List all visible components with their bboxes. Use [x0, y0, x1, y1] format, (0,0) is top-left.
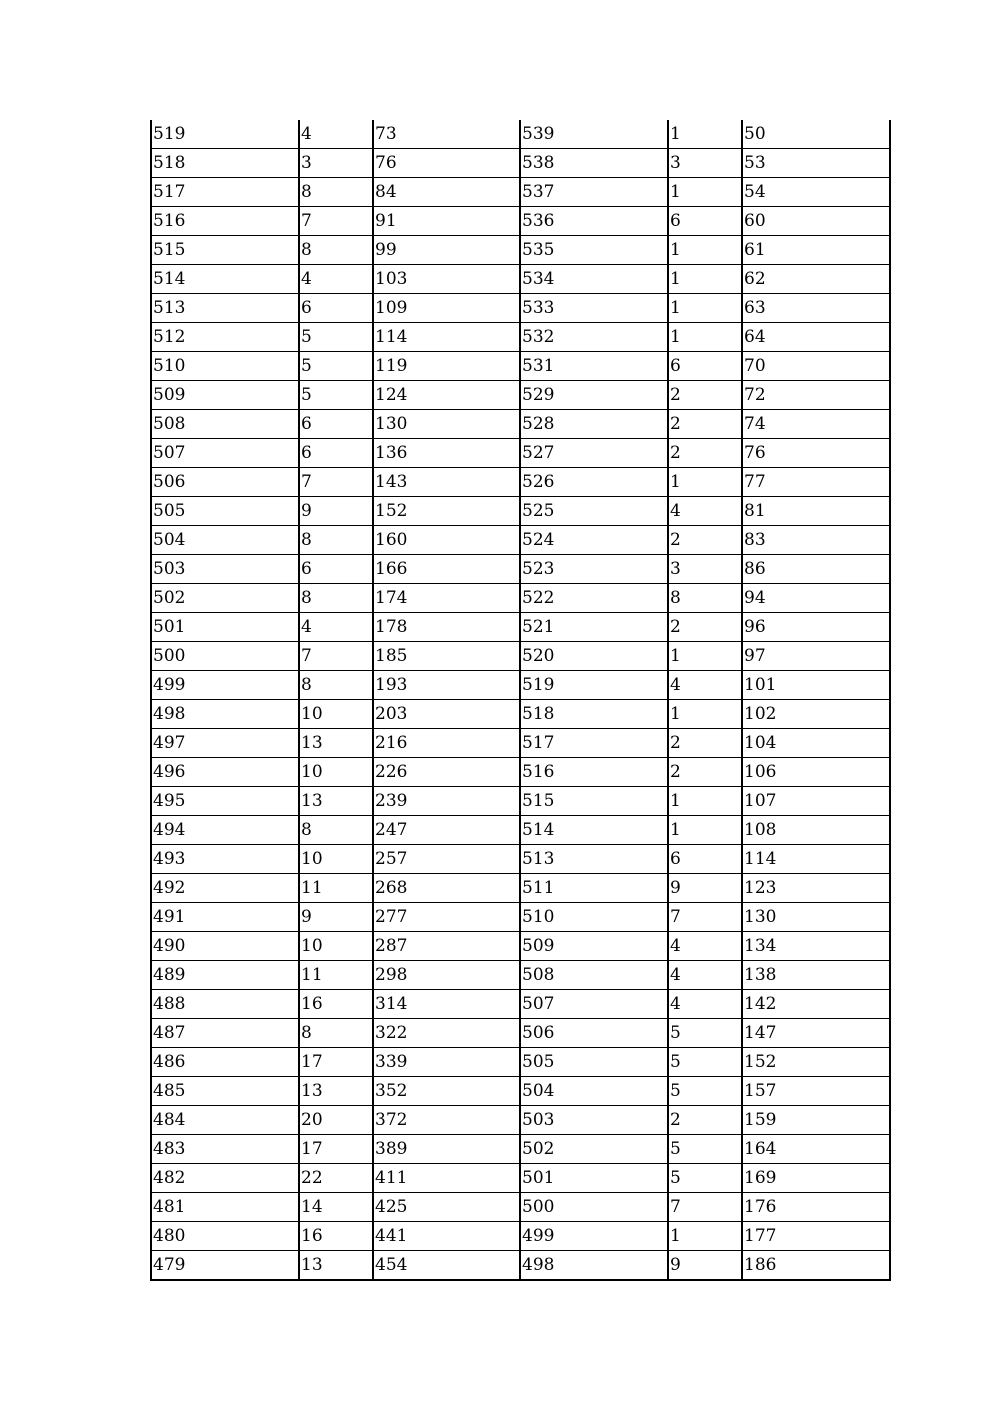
cell-count-right: 2: [668, 613, 742, 642]
table-row: [151, 758, 890, 787]
cell-score-left: 487: [151, 1019, 299, 1048]
cell-count-right: 1: [668, 700, 742, 729]
table-row: [151, 381, 890, 410]
cell-cumulative-right: 130: [742, 903, 890, 932]
cell-count-left: 8: [299, 526, 373, 555]
cell-count-right: 6: [668, 845, 742, 874]
cell-score-right: 501: [520, 1164, 668, 1193]
cell-score-left: 502: [151, 584, 299, 613]
cell-count-right: 4: [668, 990, 742, 1019]
table-row: [151, 410, 890, 439]
cell-score-right: 504: [520, 1077, 668, 1106]
cell-cumulative-right: 72: [742, 381, 890, 410]
cell-count-left: 8: [299, 178, 373, 207]
cell-score-left: 489: [151, 961, 299, 990]
table-row: [151, 236, 890, 265]
cell-score-right: 535: [520, 236, 668, 265]
cell-score-left: 510: [151, 352, 299, 381]
cell-cumulative-right: 54: [742, 178, 890, 207]
cell-score-right: 513: [520, 845, 668, 874]
cell-count-right: 5: [668, 1135, 742, 1164]
cell-score-right: 529: [520, 381, 668, 410]
table-row: [151, 1106, 890, 1135]
cell-count-left: 9: [299, 903, 373, 932]
cell-cumulative-left: 84: [373, 178, 520, 207]
cell-cumulative-right: 123: [742, 874, 890, 903]
cell-score-right: 498: [520, 1251, 668, 1281]
cell-cumulative-left: 178: [373, 613, 520, 642]
cell-cumulative-right: 60: [742, 207, 890, 236]
cell-cumulative-left: 287: [373, 932, 520, 961]
cell-score-left: 490: [151, 932, 299, 961]
cell-count-left: 16: [299, 990, 373, 1019]
table-row: [151, 700, 890, 729]
cell-score-left: 515: [151, 236, 299, 265]
cell-count-left: 3: [299, 149, 373, 178]
table-row: [151, 294, 890, 323]
cell-score-right: 499: [520, 1222, 668, 1251]
cell-cumulative-left: 352: [373, 1077, 520, 1106]
cell-count-right: 5: [668, 1164, 742, 1193]
cell-score-right: 522: [520, 584, 668, 613]
cell-count-right: 4: [668, 497, 742, 526]
cell-score-right: 507: [520, 990, 668, 1019]
cell-score-right: 521: [520, 613, 668, 642]
cell-count-left: 7: [299, 207, 373, 236]
cell-score-left: 499: [151, 671, 299, 700]
cell-cumulative-left: 298: [373, 961, 520, 990]
cell-count-left: 13: [299, 1251, 373, 1281]
cell-cumulative-right: 97: [742, 642, 890, 671]
cell-score-right: 527: [520, 439, 668, 468]
cell-cumulative-left: 99: [373, 236, 520, 265]
cell-cumulative-right: 70: [742, 352, 890, 381]
cell-score-left: 491: [151, 903, 299, 932]
cell-score-right: 509: [520, 932, 668, 961]
cell-cumulative-right: 81: [742, 497, 890, 526]
cell-cumulative-right: 107: [742, 787, 890, 816]
cell-count-right: 3: [668, 555, 742, 584]
cell-score-left: 479: [151, 1251, 299, 1281]
cell-cumulative-left: 160: [373, 526, 520, 555]
cell-cumulative-right: 86: [742, 555, 890, 584]
table-row: [151, 178, 890, 207]
cell-cumulative-right: 159: [742, 1106, 890, 1135]
cell-score-right: 514: [520, 816, 668, 845]
cell-count-left: 4: [299, 120, 373, 149]
cell-count-right: 2: [668, 410, 742, 439]
cell-score-right: 520: [520, 642, 668, 671]
table-row: [151, 555, 890, 584]
cell-score-right: 515: [520, 787, 668, 816]
cell-score-left: 519: [151, 120, 299, 149]
cell-cumulative-left: 389: [373, 1135, 520, 1164]
cell-cumulative-left: 136: [373, 439, 520, 468]
table-row: [151, 787, 890, 816]
cell-score-right: 532: [520, 323, 668, 352]
cell-count-right: 8: [668, 584, 742, 613]
cell-score-right: 534: [520, 265, 668, 294]
cell-score-left: 481: [151, 1193, 299, 1222]
cell-score-left: 484: [151, 1106, 299, 1135]
cell-cumulative-right: 61: [742, 236, 890, 265]
cell-score-right: 508: [520, 961, 668, 990]
cell-cumulative-right: 106: [742, 758, 890, 787]
cell-score-left: 513: [151, 294, 299, 323]
cell-score-left: 483: [151, 1135, 299, 1164]
cell-count-right: 1: [668, 1222, 742, 1251]
cell-count-left: 10: [299, 700, 373, 729]
cell-count-right: 2: [668, 439, 742, 468]
cell-cumulative-left: 226: [373, 758, 520, 787]
cell-count-right: 2: [668, 729, 742, 758]
cell-count-right: 1: [668, 265, 742, 294]
cell-cumulative-right: 77: [742, 468, 890, 497]
cell-cumulative-left: 314: [373, 990, 520, 1019]
table-row: [151, 874, 890, 903]
cell-cumulative-right: 177: [742, 1222, 890, 1251]
cell-score-right: 538: [520, 149, 668, 178]
table-row: [151, 990, 890, 1019]
table-row: [151, 961, 890, 990]
table-row: [151, 1077, 890, 1106]
cell-score-right: 536: [520, 207, 668, 236]
table-row: [151, 642, 890, 671]
cell-cumulative-left: 152: [373, 497, 520, 526]
cell-cumulative-right: 102: [742, 700, 890, 729]
cell-score-left: 494: [151, 816, 299, 845]
cell-cumulative-right: 152: [742, 1048, 890, 1077]
cell-cumulative-left: 73: [373, 120, 520, 149]
table-row: [151, 497, 890, 526]
table-row: [151, 1193, 890, 1222]
cell-count-left: 10: [299, 845, 373, 874]
cell-count-left: 17: [299, 1135, 373, 1164]
table-body: [151, 120, 890, 1280]
cell-count-right: 1: [668, 323, 742, 352]
table-row: [151, 439, 890, 468]
cell-count-left: 10: [299, 758, 373, 787]
table-row: [151, 903, 890, 932]
cell-cumulative-right: 142: [742, 990, 890, 1019]
cell-count-right: 6: [668, 352, 742, 381]
cell-cumulative-left: 76: [373, 149, 520, 178]
cell-score-right: 539: [520, 120, 668, 149]
cell-cumulative-left: 322: [373, 1019, 520, 1048]
cell-cumulative-left: 441: [373, 1222, 520, 1251]
cell-score-left: 512: [151, 323, 299, 352]
cell-count-left: 8: [299, 584, 373, 613]
cell-count-right: 1: [668, 816, 742, 845]
cell-score-left: 514: [151, 265, 299, 294]
cell-score-left: 496: [151, 758, 299, 787]
cell-score-right: 506: [520, 1019, 668, 1048]
cell-count-right: 1: [668, 294, 742, 323]
cell-cumulative-right: 186: [742, 1251, 890, 1281]
cell-cumulative-left: 119: [373, 352, 520, 381]
cell-score-right: 502: [520, 1135, 668, 1164]
table-row: [151, 1222, 890, 1251]
cell-cumulative-left: 130: [373, 410, 520, 439]
cell-count-left: 13: [299, 1077, 373, 1106]
cell-cumulative-right: 101: [742, 671, 890, 700]
cell-count-right: 5: [668, 1077, 742, 1106]
cell-score-right: 500: [520, 1193, 668, 1222]
cell-cumulative-right: 94: [742, 584, 890, 613]
cell-cumulative-right: 147: [742, 1019, 890, 1048]
cell-score-left: 516: [151, 207, 299, 236]
cell-cumulative-left: 372: [373, 1106, 520, 1135]
cell-cumulative-left: 277: [373, 903, 520, 932]
cell-cumulative-right: 108: [742, 816, 890, 845]
cell-score-left: 492: [151, 874, 299, 903]
cell-score-left: 504: [151, 526, 299, 555]
table-row: [151, 816, 890, 845]
cell-count-right: 1: [668, 642, 742, 671]
cell-score-left: 505: [151, 497, 299, 526]
cell-score-left: 518: [151, 149, 299, 178]
cell-cumulative-left: 425: [373, 1193, 520, 1222]
cell-score-left: 501: [151, 613, 299, 642]
cell-cumulative-left: 109: [373, 294, 520, 323]
cell-count-left: 4: [299, 613, 373, 642]
cell-score-right: 516: [520, 758, 668, 787]
cell-count-right: 2: [668, 1106, 742, 1135]
cell-cumulative-right: 114: [742, 845, 890, 874]
table-row: [151, 845, 890, 874]
cell-count-left: 14: [299, 1193, 373, 1222]
cell-cumulative-right: 104: [742, 729, 890, 758]
cell-cumulative-left: 193: [373, 671, 520, 700]
table-row: [151, 1251, 890, 1281]
cell-cumulative-right: 164: [742, 1135, 890, 1164]
cell-count-right: 2: [668, 381, 742, 410]
table-row: [151, 323, 890, 352]
cell-score-left: 498: [151, 700, 299, 729]
cell-score-left: 486: [151, 1048, 299, 1077]
table-row: [151, 613, 890, 642]
cell-count-left: 13: [299, 787, 373, 816]
cell-cumulative-left: 114: [373, 323, 520, 352]
cell-cumulative-left: 268: [373, 874, 520, 903]
table-row: [151, 526, 890, 555]
cell-count-right: 7: [668, 903, 742, 932]
cell-count-right: 2: [668, 758, 742, 787]
cell-score-right: 510: [520, 903, 668, 932]
cell-cumulative-right: 138: [742, 961, 890, 990]
cell-cumulative-right: 157: [742, 1077, 890, 1106]
cell-cumulative-right: 96: [742, 613, 890, 642]
table-row: [151, 1164, 890, 1193]
cell-count-left: 7: [299, 642, 373, 671]
cell-cumulative-right: 74: [742, 410, 890, 439]
cell-cumulative-right: 176: [742, 1193, 890, 1222]
cell-score-left: 493: [151, 845, 299, 874]
cell-count-left: 11: [299, 874, 373, 903]
table-row: [151, 1135, 890, 1164]
cell-score-left: 485: [151, 1077, 299, 1106]
cell-count-right: 3: [668, 149, 742, 178]
cell-count-left: 10: [299, 932, 373, 961]
cell-score-left: 497: [151, 729, 299, 758]
cell-count-right: 4: [668, 961, 742, 990]
cell-count-right: 7: [668, 1193, 742, 1222]
cell-count-left: 22: [299, 1164, 373, 1193]
table-row: [151, 729, 890, 758]
cell-cumulative-right: 134: [742, 932, 890, 961]
cell-count-left: 20: [299, 1106, 373, 1135]
cell-cumulative-left: 91: [373, 207, 520, 236]
cell-score-left: 503: [151, 555, 299, 584]
cell-count-right: 9: [668, 1251, 742, 1281]
cell-count-left: 16: [299, 1222, 373, 1251]
cell-cumulative-left: 143: [373, 468, 520, 497]
cell-score-right: 524: [520, 526, 668, 555]
table-row: [151, 584, 890, 613]
table-row: [151, 932, 890, 961]
cell-cumulative-left: 239: [373, 787, 520, 816]
cell-score-left: 488: [151, 990, 299, 1019]
cell-count-left: 6: [299, 294, 373, 323]
cell-count-left: 13: [299, 729, 373, 758]
cell-count-right: 5: [668, 1048, 742, 1077]
cell-count-left: 5: [299, 352, 373, 381]
cell-score-left: 480: [151, 1222, 299, 1251]
cell-cumulative-left: 166: [373, 555, 520, 584]
cell-count-left: 6: [299, 410, 373, 439]
cell-count-left: 17: [299, 1048, 373, 1077]
cell-score-right: 517: [520, 729, 668, 758]
cell-score-right: 533: [520, 294, 668, 323]
cell-score-left: 517: [151, 178, 299, 207]
cell-cumulative-left: 203: [373, 700, 520, 729]
cell-score-right: 511: [520, 874, 668, 903]
cell-cumulative-right: 50: [742, 120, 890, 149]
cell-score-left: 482: [151, 1164, 299, 1193]
cell-score-right: 528: [520, 410, 668, 439]
cell-count-right: 4: [668, 932, 742, 961]
cell-count-left: 5: [299, 381, 373, 410]
table-row: [151, 265, 890, 294]
cell-count-right: 1: [668, 787, 742, 816]
cell-count-left: 9: [299, 497, 373, 526]
cell-count-left: 4: [299, 265, 373, 294]
cell-count-left: 5: [299, 323, 373, 352]
table-row: [151, 149, 890, 178]
cell-count-left: 6: [299, 439, 373, 468]
cell-cumulative-right: 63: [742, 294, 890, 323]
cell-cumulative-left: 257: [373, 845, 520, 874]
cell-cumulative-left: 454: [373, 1251, 520, 1281]
cell-cumulative-left: 339: [373, 1048, 520, 1077]
cell-cumulative-right: 62: [742, 265, 890, 294]
cell-cumulative-right: 53: [742, 149, 890, 178]
cell-count-right: 5: [668, 1019, 742, 1048]
cell-cumulative-right: 76: [742, 439, 890, 468]
cell-count-right: 1: [668, 120, 742, 149]
table-row: [151, 468, 890, 497]
cell-cumulative-left: 103: [373, 265, 520, 294]
cell-score-right: 537: [520, 178, 668, 207]
cell-score-left: 507: [151, 439, 299, 468]
cell-score-right: 525: [520, 497, 668, 526]
cell-score-left: 508: [151, 410, 299, 439]
cell-cumulative-left: 174: [373, 584, 520, 613]
cell-cumulative-left: 247: [373, 816, 520, 845]
cell-score-right: 518: [520, 700, 668, 729]
cell-count-left: 6: [299, 555, 373, 584]
cell-cumulative-right: 169: [742, 1164, 890, 1193]
cell-count-left: 8: [299, 236, 373, 265]
cell-cumulative-left: 411: [373, 1164, 520, 1193]
table-row: [151, 1048, 890, 1077]
cell-score-right: 526: [520, 468, 668, 497]
cell-cumulative-left: 124: [373, 381, 520, 410]
cell-count-right: 9: [668, 874, 742, 903]
table-row: [151, 1019, 890, 1048]
cell-score-left: 506: [151, 468, 299, 497]
cell-score-right: 523: [520, 555, 668, 584]
cell-count-right: 2: [668, 526, 742, 555]
cell-count-right: 4: [668, 671, 742, 700]
table-row: [151, 352, 890, 381]
cell-count-left: 11: [299, 961, 373, 990]
cell-count-right: 1: [668, 178, 742, 207]
cell-cumulative-right: 64: [742, 323, 890, 352]
cell-cumulative-left: 216: [373, 729, 520, 758]
cell-score-left: 509: [151, 381, 299, 410]
cell-score-right: 519: [520, 671, 668, 700]
cell-count-right: 1: [668, 236, 742, 265]
table-row: [151, 207, 890, 236]
table-row: [151, 671, 890, 700]
score-table: [150, 120, 891, 1281]
cell-count-right: 1: [668, 468, 742, 497]
cell-cumulative-left: 185: [373, 642, 520, 671]
cell-score-right: 503: [520, 1106, 668, 1135]
cell-count-right: 6: [668, 207, 742, 236]
cell-score-left: 495: [151, 787, 299, 816]
cell-score-left: 500: [151, 642, 299, 671]
cell-count-left: 7: [299, 468, 373, 497]
cell-count-left: 8: [299, 1019, 373, 1048]
cell-count-left: 8: [299, 671, 373, 700]
cell-score-right: 531: [520, 352, 668, 381]
cell-count-left: 8: [299, 816, 373, 845]
cell-score-right: 505: [520, 1048, 668, 1077]
table-row: [151, 120, 890, 149]
cell-cumulative-right: 83: [742, 526, 890, 555]
